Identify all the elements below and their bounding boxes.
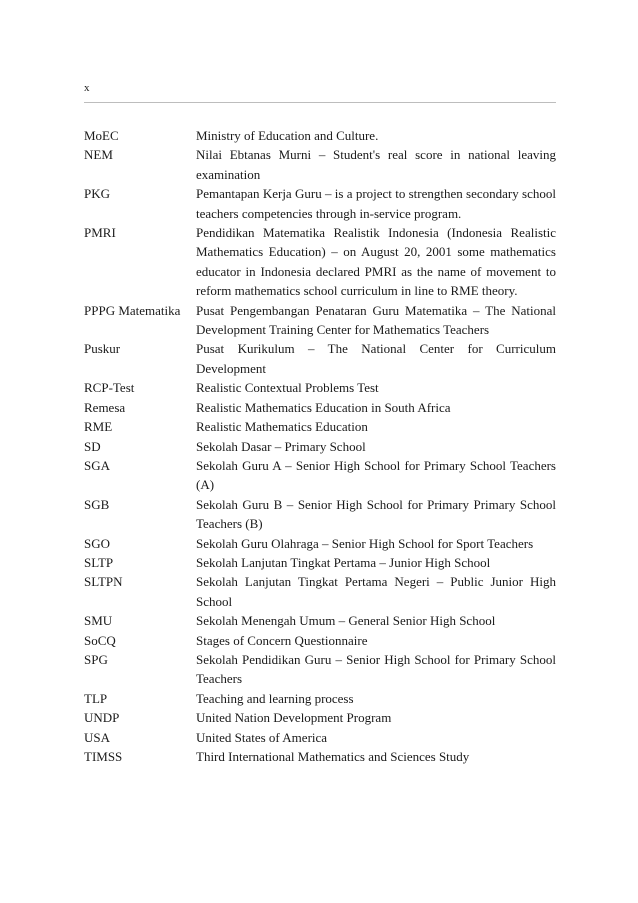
abbreviation-row — [84, 398, 556, 417]
abbreviation-definition: Realistic Mathematics Education — [196, 419, 368, 435]
abbreviation-definition: Sekolah Guru Olahraga – Senior High School for Sport Teachers — [196, 535, 534, 551]
abbreviation-definition: United States of America — [196, 729, 328, 745]
abbreviation-row — [84, 708, 556, 727]
abbreviation-definition: United Nation Development Program — [196, 710, 392, 726]
abbreviation-list — [84, 126, 556, 766]
abbreviation-term: UNDP — [84, 710, 120, 726]
abbreviation-definition: Pemantapan Kerja Guru – is a project to strengthen secondary school teachers competencies through in-service program. — [196, 186, 556, 221]
abbreviation-row — [84, 747, 556, 766]
abbreviation-term: PMRI — [84, 225, 116, 241]
abbreviation-term: SPG — [84, 651, 108, 667]
abbreviation-row — [84, 456, 556, 495]
abbreviation-row — [84, 145, 556, 184]
abbreviation-term: SLTP — [84, 554, 114, 570]
abbreviation-row — [84, 534, 556, 553]
abbreviation-row — [84, 417, 556, 436]
abbreviation-definition: Sekolah Pendidikan Guru – Senior High School for Primary School Teachers — [196, 651, 556, 687]
abbreviation-definition: Third International Mathematics and Sciences Study — [196, 749, 470, 764]
abbreviation-term: SGO — [84, 535, 111, 551]
abbreviation-definition: Stages of Concern Questionnaire — [196, 632, 368, 648]
abbreviation-term: RME — [84, 419, 113, 435]
page-number-roman: x — [84, 82, 90, 94]
abbreviation-definition: Pusat Kurikulum – The National Center for Curriculum Development — [196, 341, 556, 376]
abbreviation-definition: Pendidikan Matematika Realistik Indonesia (Indonesia Realistic Mathematics Education) – on August 20, 2001 some mathematics educator in Indonesia declared PMRI as the name of movement to reform mathematics school curriculum in line to RME theory. — [196, 225, 556, 299]
abbreviation-definition: Sekolah Dasar – Primary School — [196, 438, 366, 454]
abbreviation-row — [84, 301, 556, 340]
abbreviation-term: NEM — [84, 147, 113, 163]
abbreviation-definition: Sekolah Guru B – Senior High School for Primary Primary School Teachers (B) — [196, 496, 556, 532]
abbreviation-term: SoCQ — [84, 632, 116, 648]
header-divider — [84, 102, 556, 103]
abbreviation-term: PKG — [84, 186, 111, 202]
abbreviation-row — [84, 437, 556, 456]
abbreviation-term: PPPG Matematika — [84, 302, 181, 318]
abbreviation-definition: Teaching and learning process — [196, 690, 354, 706]
abbreviation-term: MoEC — [84, 128, 119, 143]
abbreviation-row — [84, 611, 556, 630]
abbreviation-term: Remesa — [84, 399, 126, 415]
abbreviation-term: RCP-Test — [84, 380, 135, 396]
abbreviation-definition: Sekolah Guru A – Senior High School for Primary School Teachers (A) — [196, 457, 556, 493]
abbreviation-term: SGB — [84, 496, 110, 512]
abbreviation-row — [84, 223, 556, 301]
abbreviation-term: SD — [84, 438, 101, 454]
abbreviation-term: SLTPN — [84, 574, 123, 590]
abbreviation-definition: Sekolah Lanjutan Tingkat Pertama – Junior High School — [196, 554, 491, 570]
abbreviation-definition: Ministry of Education and Culture. — [196, 128, 379, 143]
abbreviation-row — [84, 650, 556, 689]
abbreviation-row — [84, 553, 556, 572]
abbreviation-row — [84, 572, 556, 611]
abbreviation-definition: Sekolah Lanjutan Tingkat Pertama Negeri – Public Junior High School — [196, 574, 556, 609]
abbreviation-row — [84, 126, 556, 145]
abbreviation-row — [84, 728, 556, 747]
abbreviation-definition: Realistic Mathematics Education in South Africa — [196, 399, 451, 415]
abbreviation-definition: Pusat Pengembangan Penataran Guru Matematika – The National Development Training Center for Mathematics Teachers — [196, 302, 556, 338]
abbreviation-term: Puskur — [84, 341, 121, 357]
abbreviation-row — [84, 184, 556, 223]
abbreviation-definition: Nilai Ebtanas Murni – Student's real score in national leaving examination — [196, 147, 556, 182]
abbreviation-term: SGA — [84, 457, 111, 473]
abbreviation-definition: Realistic Contextual Problems Test — [196, 380, 379, 396]
abbreviation-term: USA — [84, 729, 111, 745]
abbreviation-term: TLP — [84, 690, 108, 706]
abbreviation-definition: Sekolah Menengah Umum – General Senior High School — [196, 613, 496, 629]
abbreviation-row — [84, 378, 556, 397]
abbreviation-row — [84, 495, 556, 534]
abbreviation-term: SMU — [84, 613, 113, 629]
abbreviation-row — [84, 631, 556, 650]
abbreviation-row — [84, 339, 556, 378]
abbreviation-term: TIMSS — [84, 749, 123, 764]
abbreviation-row — [84, 689, 556, 708]
